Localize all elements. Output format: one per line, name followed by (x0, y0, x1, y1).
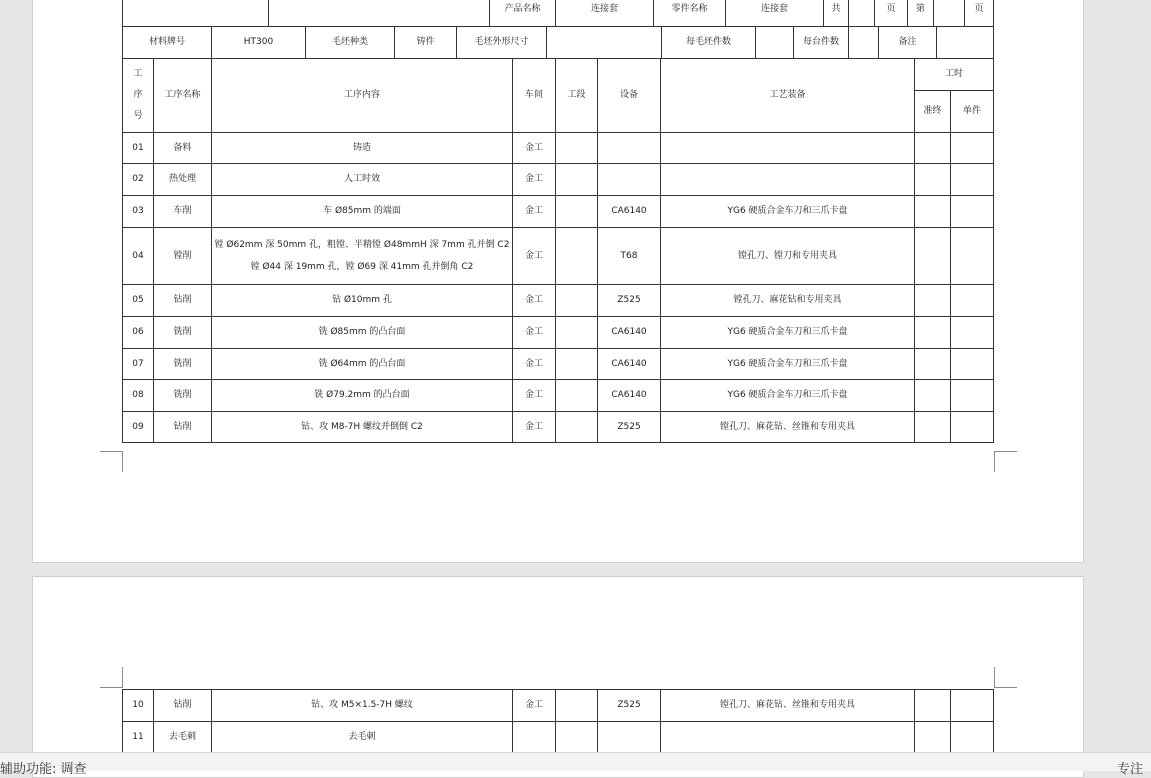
section-cell[interactable] (556, 196, 598, 228)
col-tooling-header: 工艺装备 (661, 59, 915, 133)
per-piece-cell[interactable] (951, 690, 994, 722)
prep-final-cell[interactable] (915, 228, 951, 285)
status-bar (0, 752, 1151, 777)
col-prep-final-header: 准终 (915, 91, 951, 133)
process-name-cell[interactable]: 钻削 (154, 285, 212, 317)
tooling-cell[interactable]: YG6 硬质合金车刀和三爪卡盘 (661, 349, 915, 380)
material-table (122, 26, 994, 59)
part-name-value[interactable]: 连接套 (726, 0, 824, 27)
section-cell[interactable] (556, 412, 598, 443)
remark-value[interactable] (937, 27, 994, 59)
table-row (123, 285, 994, 317)
process-name-cell[interactable]: 铣削 (154, 380, 212, 412)
page-label-2: 页 (965, 0, 994, 27)
process-name-cell[interactable]: 车削 (154, 196, 212, 228)
seq-no-cell[interactable]: 11 (123, 722, 154, 754)
per-piece-cell[interactable] (951, 722, 994, 754)
process-name-cell[interactable]: 钻削 (154, 690, 212, 722)
table-row (123, 228, 994, 285)
per-piece-cell[interactable] (951, 228, 994, 285)
prep-final-cell[interactable] (915, 285, 951, 317)
process-table-page1 (122, 58, 994, 443)
table-row (123, 164, 994, 196)
col-process-content-header: 工序内容 (212, 59, 513, 133)
section-cell[interactable] (556, 349, 598, 380)
prep-final-cell[interactable] (915, 133, 951, 164)
seq-no-cell[interactable]: 07 (123, 349, 154, 380)
seq-no-cell[interactable]: 08 (123, 380, 154, 412)
per-blank-label: 每毛坯件数 (662, 27, 756, 59)
blank-size-value[interactable] (547, 27, 662, 59)
section-cell[interactable] (556, 285, 598, 317)
col-section-header: 工段 (556, 59, 598, 133)
col-seq-no-header (123, 59, 154, 133)
section-cell[interactable] (556, 228, 598, 285)
accessibility-status[interactable]: 辅助功能: 调查 (0, 762, 87, 777)
workshop-cell[interactable]: 金工 (513, 349, 556, 380)
process-content-cell[interactable]: 铸造 (212, 133, 513, 164)
tooling-cell[interactable]: YG6 硬质合金车刀和三爪卡盘 (661, 380, 915, 412)
per-piece-cell[interactable] (951, 285, 994, 317)
equipment-cell[interactable]: CA6140 (598, 317, 661, 349)
seq-no-cell[interactable]: 03 (123, 196, 154, 228)
table-row (123, 722, 994, 754)
equipment-cell[interactable] (598, 164, 661, 196)
workshop-cell[interactable]: 金工 (513, 317, 556, 349)
blank-type-label: 毛坯种类 (306, 27, 395, 59)
material-no-value[interactable]: HT300 (212, 27, 306, 59)
col-process-name-header: 工序名称 (154, 59, 212, 133)
col-workshop-header: 车间 (513, 59, 556, 133)
workshop-cell[interactable]: 金工 (513, 133, 556, 164)
seq-char-2: 序 (133, 90, 143, 100)
process-content-cell[interactable]: 钻、攻 M8-7H 螺纹并倒倒 C2 (212, 412, 513, 443)
process-name-cell[interactable]: 钻削 (154, 412, 212, 443)
tooling-cell[interactable]: 镗孔刀、麻花钻和专用夹具 (661, 285, 915, 317)
process-content-cell[interactable]: 钻、攻 M5×1.5-7H 螺纹 (212, 690, 513, 722)
table-row (123, 133, 994, 164)
prep-final-cell[interactable] (915, 196, 951, 228)
prep-final-cell[interactable] (915, 317, 951, 349)
crop-mark-bottom-right (994, 451, 1017, 472)
equipment-cell[interactable]: CA6140 (598, 196, 661, 228)
table-row (123, 412, 994, 443)
process-content-cell[interactable]: 铣 Ø79.2mm 的凸台面 (212, 380, 513, 412)
per-piece-cell[interactable] (951, 412, 994, 443)
workshop-cell[interactable]: 金工 (513, 285, 556, 317)
page-label: 页 (875, 0, 908, 27)
prep-final-cell[interactable] (915, 412, 951, 443)
workshop-cell[interactable]: 金工 (513, 196, 556, 228)
prep-final-cell[interactable] (915, 164, 951, 196)
workshop-cell[interactable]: 金工 (513, 690, 556, 722)
table-row (123, 196, 994, 228)
seq-no-cell[interactable]: 09 (123, 412, 154, 443)
header-blank-2 (269, 0, 490, 27)
process-table-page2 (122, 689, 994, 754)
prep-final-cell[interactable] (915, 690, 951, 722)
prep-final-cell[interactable] (915, 380, 951, 412)
per-piece-cell[interactable] (951, 196, 994, 228)
process-content-cell[interactable]: 铣 Ø64mm 的凸台面 (212, 349, 513, 380)
seq-no-cell[interactable]: 05 (123, 285, 154, 317)
product-name-value[interactable]: 连接套 (556, 0, 654, 27)
equipment-cell[interactable] (598, 133, 661, 164)
material-no-label: 材料牌号 (123, 27, 212, 59)
table-row (123, 349, 994, 380)
process-content-cell[interactable]: 车 Ø85mm 的端面 (212, 196, 513, 228)
process-name-cell[interactable]: 热处理 (154, 164, 212, 196)
blank-type-value[interactable]: 铸件 (395, 27, 457, 59)
prep-final-cell[interactable] (915, 722, 951, 754)
seq-no-cell[interactable]: 01 (123, 133, 154, 164)
no-label: 第 (908, 0, 934, 27)
equipment-cell[interactable] (598, 722, 661, 754)
section-cell[interactable] (556, 690, 598, 722)
crop-mark-top-left (100, 667, 123, 688)
section-cell[interactable] (556, 722, 598, 754)
seq-char-1: 工 (133, 69, 143, 79)
equipment-cell[interactable]: CA6140 (598, 380, 661, 412)
section-cell[interactable] (556, 317, 598, 349)
equipment-cell[interactable]: Z525 (598, 412, 661, 443)
seq-no-cell[interactable]: 06 (123, 317, 154, 349)
process-content-cell[interactable]: 人工时效 (212, 164, 513, 196)
process-name-cell[interactable]: 去毛刺 (154, 722, 212, 754)
process-name-cell[interactable]: 备料 (154, 133, 212, 164)
section-cell[interactable] (556, 164, 598, 196)
process-content-cell[interactable]: 铣 Ø85mm 的凸台面 (212, 317, 513, 349)
total-label: 共 (824, 0, 849, 27)
section-cell[interactable] (556, 380, 598, 412)
per-piece-cell[interactable] (951, 380, 994, 412)
tooling-cell[interactable]: 镗孔刀、麻花钻、丝锥和专用夹具 (661, 412, 915, 443)
per-blank-value[interactable] (756, 27, 794, 59)
table-row (123, 317, 994, 349)
tooling-cell[interactable] (661, 722, 915, 754)
per-piece-cell[interactable] (951, 133, 994, 164)
workshop-cell[interactable]: 金工 (513, 228, 556, 285)
process-name-cell[interactable]: 镗削 (154, 228, 212, 285)
table-row (123, 380, 994, 412)
per-unit-label: 每台件数 (794, 27, 849, 59)
equipment-cell[interactable]: Z525 (598, 690, 661, 722)
blank-size-label: 毛坯外形尺寸 (457, 27, 547, 59)
seq-char-3: 号 (133, 111, 143, 121)
workshop-cell[interactable]: 金工 (513, 412, 556, 443)
per-piece-cell[interactable] (951, 349, 994, 380)
total-value[interactable] (849, 0, 875, 27)
product-name-label: 产品名称 (490, 0, 556, 27)
seq-no-cell[interactable]: 04 (123, 228, 154, 285)
equipment-cell[interactable]: T68 (598, 228, 661, 285)
col-per-piece-header: 单件 (951, 91, 994, 133)
no-value[interactable] (934, 0, 965, 27)
seq-no-cell[interactable]: 02 (123, 164, 154, 196)
col-equipment-header: 设备 (598, 59, 661, 133)
part-name-label: 零件名称 (654, 0, 726, 27)
equipment-cell[interactable]: CA6140 (598, 349, 661, 380)
section-cell[interactable] (556, 133, 598, 164)
per-unit-value[interactable] (849, 27, 879, 59)
tooling-cell[interactable]: 镗孔刀、镗刀和专用夹具 (661, 228, 915, 285)
col-man-hours-header: 工时 (915, 59, 994, 91)
tooling-cell[interactable]: YG6 硬质合金车刀和三爪卡盘 (661, 196, 915, 228)
tooling-cell[interactable]: 镗孔刀、麻花钻、丝锥和专用夹具 (661, 690, 915, 722)
process-content-cell[interactable]: 镗 Ø62mm 深 50mm 孔，粗镗、半精镗 Ø48mmH 深 7mm 孔并倒 C2 镗 Ø44 深 19mm 孔，镗 Ø69 深 41mm 孔并倒角 C2 (212, 228, 513, 285)
process-content-cell[interactable]: 去毛刺 (212, 722, 513, 754)
process-name-cell[interactable]: 铣削 (154, 317, 212, 349)
header-table (122, 0, 994, 27)
equipment-cell[interactable]: Z525 (598, 285, 661, 317)
tooling-cell[interactable]: YG6 硬质合金车刀和三爪卡盘 (661, 317, 915, 349)
process-name-cell[interactable]: 铣削 (154, 349, 212, 380)
tooling-cell[interactable] (661, 133, 915, 164)
header-blank-1 (123, 0, 269, 27)
workshop-cell[interactable]: 金工 (513, 380, 556, 412)
per-piece-cell[interactable] (951, 317, 994, 349)
prep-final-cell[interactable] (915, 349, 951, 380)
process-content-cell[interactable]: 钻 Ø10mm 孔 (212, 285, 513, 317)
focus-mode-button[interactable]: 专注 (1116, 762, 1143, 777)
remark-label: 备注 (879, 27, 937, 59)
workshop-cell[interactable] (513, 722, 556, 754)
workshop-cell[interactable]: 金工 (513, 164, 556, 196)
crop-mark-bottom-left (100, 451, 123, 472)
crop-mark-top-right (994, 667, 1017, 688)
tooling-cell[interactable] (661, 164, 915, 196)
seq-no-cell[interactable]: 10 (123, 690, 154, 722)
per-piece-cell[interactable] (951, 164, 994, 196)
table-row (123, 690, 994, 722)
